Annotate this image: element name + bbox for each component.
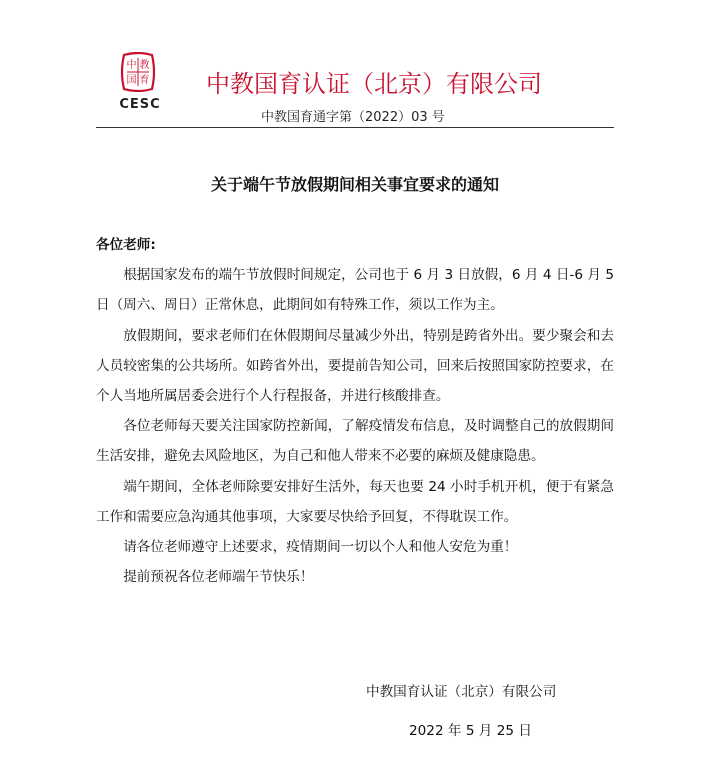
seal-char: 国 [126, 75, 137, 86]
signature-organization: 中教国育认证（北京）有限公司 [366, 684, 557, 700]
paragraph: 端午期间，全体老师除要安排好生活外，每天也要 24 小时手机开机，便于有紧急工作和需要应急沟通其他事项，大家要尽快给予回复，不得耽误工作。 [96, 478, 614, 525]
seal-char: 中 [126, 60, 137, 71]
paragraph: 各位老师每天要关注国家防控新闻，了解疫情发布信息，及时调整自己的放假期间生活安排，避免去风险地区，为自己和他人带来不必要的麻烦及健康隐患。 [96, 418, 614, 465]
logo-wordmark: CESC [119, 97, 161, 112]
notice-body [96, 230, 614, 592]
header-divider [96, 127, 614, 128]
paragraph: 请各位老师遵守上述要求，疫情期间一切以个人和他人安危为重！ [123, 539, 518, 556]
company-logo [112, 52, 168, 116]
paragraph: 根据国家发布的端午节放假时间规定，公司也于 6 月 3 日放假，6 月 4 日-6 月 5 日（周六、周日）正常休息，此期间如有特殊工作，须以工作为主。 [96, 267, 614, 314]
paragraph: 提前预祝各位老师端午节快乐！ [123, 569, 314, 586]
seal-icon [120, 52, 156, 92]
notice-title: 关于端午节放假期间相关事宜要求的通知 [210, 175, 499, 194]
signature-date: 2022 年 5 月 25 日 [409, 723, 532, 739]
seal-char: 育 [139, 75, 150, 86]
greeting: 各位老师: [96, 237, 156, 253]
paragraph: 放假期间，要求老师们在休假期间尽量减少外出，特别是跨省外出。要少聚会和去人员较密集的公共场所。如跨省外出，要提前告知公司，回来后按照国家防控要求，在个人当地所属居委会进行个人行程报备，并进行核酸排查。 [96, 327, 614, 405]
document-number: 中教国育通字第（2022）03 号 [261, 110, 445, 125]
seal-char: 教 [139, 60, 150, 71]
company-name-heading: 中教国育认证（北京）有限公司 [206, 70, 542, 98]
